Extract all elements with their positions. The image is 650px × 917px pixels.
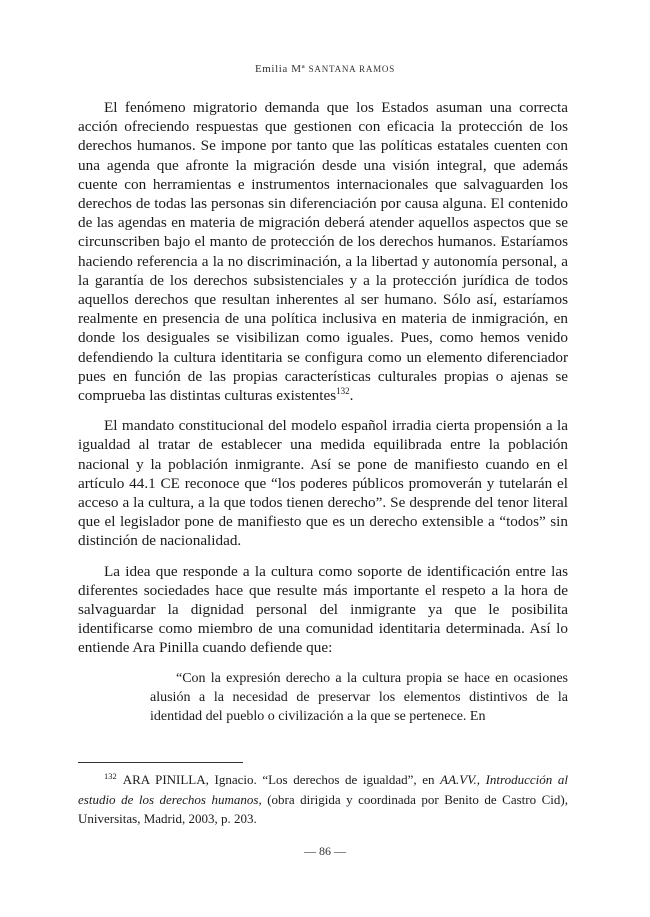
header-author-first: Emilia Mª bbox=[254, 63, 306, 75]
body-text bbox=[78, 98, 568, 726]
footnote-text-before: ARA PINILLA, Ignacio. “Los derechos de igualdad”, en bbox=[122, 772, 441, 787]
running-header bbox=[0, 63, 650, 75]
footnote-text-after: (obra dirigida y coordinada por Benito de Castro Cid), Universitas, Madrid, 2003, p. 203. bbox=[78, 791, 569, 826]
footnote-reference[interactable]: 132 bbox=[336, 385, 350, 396]
page-number: — 86 — bbox=[304, 844, 346, 858]
paragraph-1: El fenómeno migratorio demanda que los Estados asuman una correcta acción ofreciendo respuestas que gestionen con eficacia la protección de los derechos humanos. Se impone por tanto que las políticas estatales cuenten con una agenda que afronte la migración desde una visión integral, que además cuente con herramientas e instrumentos internacionales que salvaguarden los derechos de todas las personas sin diferenciación por causa alguna. El contenido de las agendas en materia de migración deberá atender aquellos aspectos que se circunscriben bajo el manto de protección de los derechos humanos. Estaríamos haciendo referencia a la no discriminación, a la libertad y autonomía personal, a la garantía de los derechos subsistenciales y a la protección jurídica de todos aquellos derechos que resultan inherentes al ser humano. Sólo así, estaríamos realmente en presencia de una política inclusiva en materia de inmigración, en donde los desiguales se visibilizan como iguales. Pues, como hemos venido defendiendo la cultura identitaria se configura como un elemento diferenciador pues en función de las propias características culturales propias o ajenas se comprueba las distintas culturas existentes$^{132}$. bbox=[78, 99, 568, 405]
footnote-number: 132 bbox=[104, 770, 117, 781]
header-author-last: SANTANA RAMOS bbox=[308, 64, 396, 74]
footnote-separator bbox=[78, 762, 243, 763]
footnote-italic-title: AA.VV., Introducción al estudio de los derechos humanos, bbox=[78, 772, 568, 807]
block-quote: “Con la expresión derecho a la cultura propia se hace en ocasiones alusión a la necesidad de preservar los elementos distintivos de la identidad del pueblo o civilización a la que se pertenece. En bbox=[150, 670, 568, 725]
paragraph-3: La idea que responde a la cultura como soporte de identificación entre las diferentes sociedades hace que resulte más importante el respeto a la hora de salvaguardar la dignidad personal del inmigrante ya que le posibilita identificarse como miembro de una comunidad identitaria determinada. Así lo entiende Ara Pinilla cuando defiende que: bbox=[78, 562, 568, 657]
footnote bbox=[78, 770, 568, 829]
paragraph-1-text: El fenómeno migratorio demanda que los Estados asuman una correcta acción ofreciendo respuestas que gestionen con eficacia la protección de los derechos humanos. Se impone por tanto que las políticas estatales cuenten con una agenda que afronte la migración desde una visión integral, que además cuente con herramientas e instrumentos internacionales que salvaguarden los derechos de todas las personas sin diferenciación por causa alguna. El contenido de las agendas en materia de migración deberá atender aquellos aspectos que se circunscriben bajo el manto de protección de los derechos humanos. Estaríamos haciendo referencia a la no discriminación, a la libertad y autonomía personal, a la garantía de los derechos subsistenciales y a la protección jurídica de todos aquellos derechos que resultan inherentes al ser humano. Sólo así, estaríamos realmente en presencia de una política inclusiva en materia de inmigración, en donde los desiguales se visibilizan como iguales. Pues, como hemos venido defendiendo la cultura identitaria se configura como un elemento diferenciador pues en función de las propias características culturales propias o ajenas se comprueba las distintas culturas existentes bbox=[78, 99, 568, 405]
paragraph-2: El mandato constitucional del modelo español irradia cierta propensión a la igualdad al tratar de establecer una medida equilibrada entre la población nacional y la población inmigrante. Así se pone de manifiesto cuando en el artículo 44.1 CE reconoce que “los poderes públicos promoverán y tutelarán el acceso a la cultura, a la que todos tienen derecho”. Se desprende del tenor literal que el legislador pone de manifiesto que es un derecho extensible a “todos” sin distinción de nacionalidad. bbox=[78, 417, 568, 550]
